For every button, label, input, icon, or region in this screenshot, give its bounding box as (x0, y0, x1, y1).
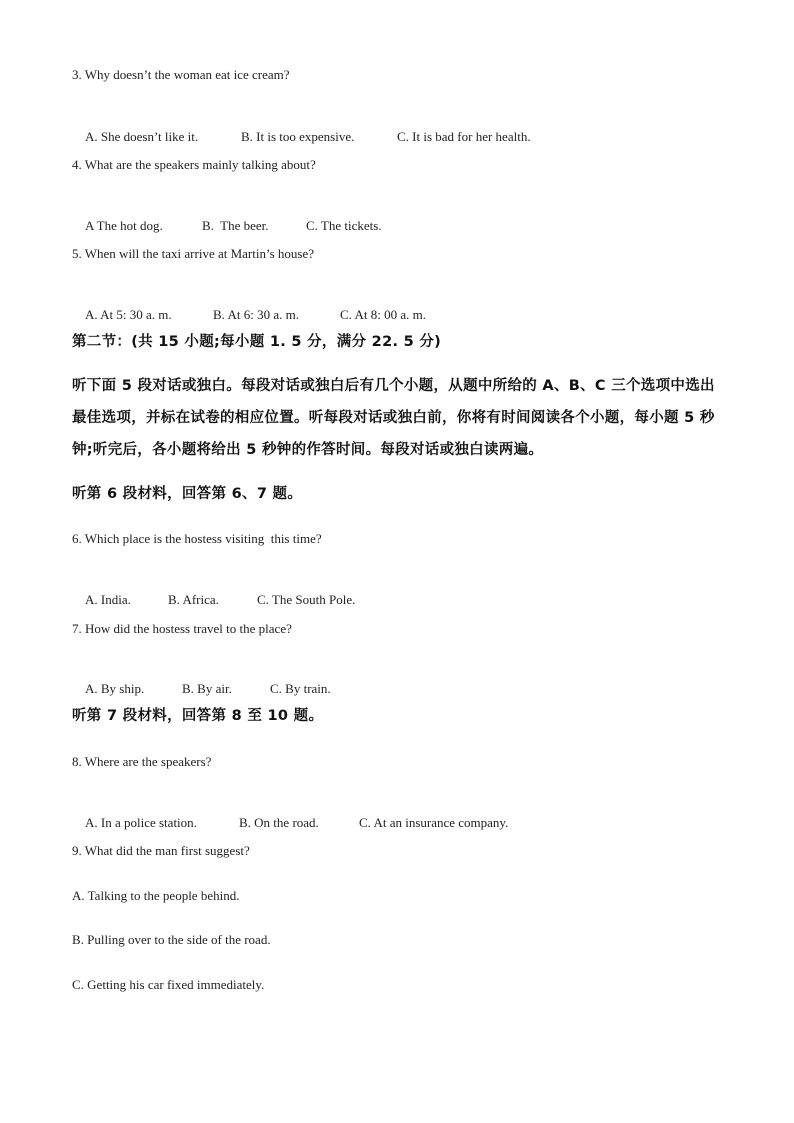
q6-option-c: C. The South Pole. (257, 592, 356, 607)
q4-option-a: A The hot dog. (85, 218, 163, 233)
q4-option-c: C. The tickets. (306, 218, 382, 233)
q7-option-b: B. By air. (182, 681, 232, 696)
question-7-text: 7. How did the hostess travel to the place? (72, 621, 292, 636)
q9-option-b: B. Pulling over to the side of the road. (72, 932, 271, 947)
question-4-options (72, 202, 382, 250)
section-2-heading: 第二节：(共 15 小题;每小题 1. 5 分，满分 22. 5 分) (72, 334, 442, 350)
q3-option-a: A. She doesn’t like it. (85, 129, 199, 144)
passage-7-heading: 听第 7 段材料，回答第 8 至 10 题。 (72, 708, 324, 724)
q8-option-c: C. At an insurance company. (359, 815, 509, 830)
q9-option-c: C. Getting his car fixed immediately. (72, 977, 265, 992)
q8-option-a: A. In a police station. (85, 815, 197, 830)
section-2-instructions: 听下面 5 段对话或独白。每段对话或独白后有几个小题，从题中所给的 A、B、C 三个选项中选出最佳选项，并标在试卷的相应位置。听每段对话或独白前，你将有时间阅读各个小题，每小题 5 秒钟;听完后，各小题将给出 5 秒钟的作答时间。每段对话或独白读两遍。 (72, 378, 715, 458)
q7-option-a: A. By ship. (85, 681, 145, 696)
q6-option-a: A. India. (85, 592, 131, 607)
q6-option-b: B. Africa. (168, 592, 219, 607)
question-4-text: 4. What are the speakers mainly talking about? (72, 157, 316, 172)
q9-option-a: A. Talking to the people behind. (72, 888, 240, 903)
q3-option-b: B. It is too expensive. (241, 129, 355, 144)
q7-option-c: C. By train. (270, 681, 331, 696)
question-8-options (72, 799, 508, 847)
question-8-text: 8. Where are the speakers? (72, 754, 212, 769)
q5-option-a: A. At 5: 30 a. m. (85, 307, 172, 322)
question-6-text: 6. Which place is the hostess visiting this time? (72, 531, 322, 546)
passage-6-heading: 听第 6 段材料，回答第 6、7 题。 (72, 486, 303, 502)
question-6-options (72, 576, 355, 624)
question-7-options (72, 665, 331, 713)
question-9-text: 9. What did the man first suggest? (72, 843, 250, 858)
q5-option-c: C. At 8: 00 a. m. (340, 307, 426, 322)
question-5-options (72, 291, 426, 339)
q4-option-b: B. The beer. (202, 218, 269, 233)
q5-option-b: B. At 6: 30 a. m. (213, 307, 299, 322)
question-5-text: 5. When will the taxi arrive at Martin’s house? (72, 246, 314, 261)
q8-option-b: B. On the road. (239, 815, 319, 830)
q3-option-c: C. It is bad for her health. (397, 129, 531, 144)
question-3-text: 3. Why doesn’t the woman eat ice cream? (72, 67, 290, 82)
question-3-options (72, 113, 531, 161)
